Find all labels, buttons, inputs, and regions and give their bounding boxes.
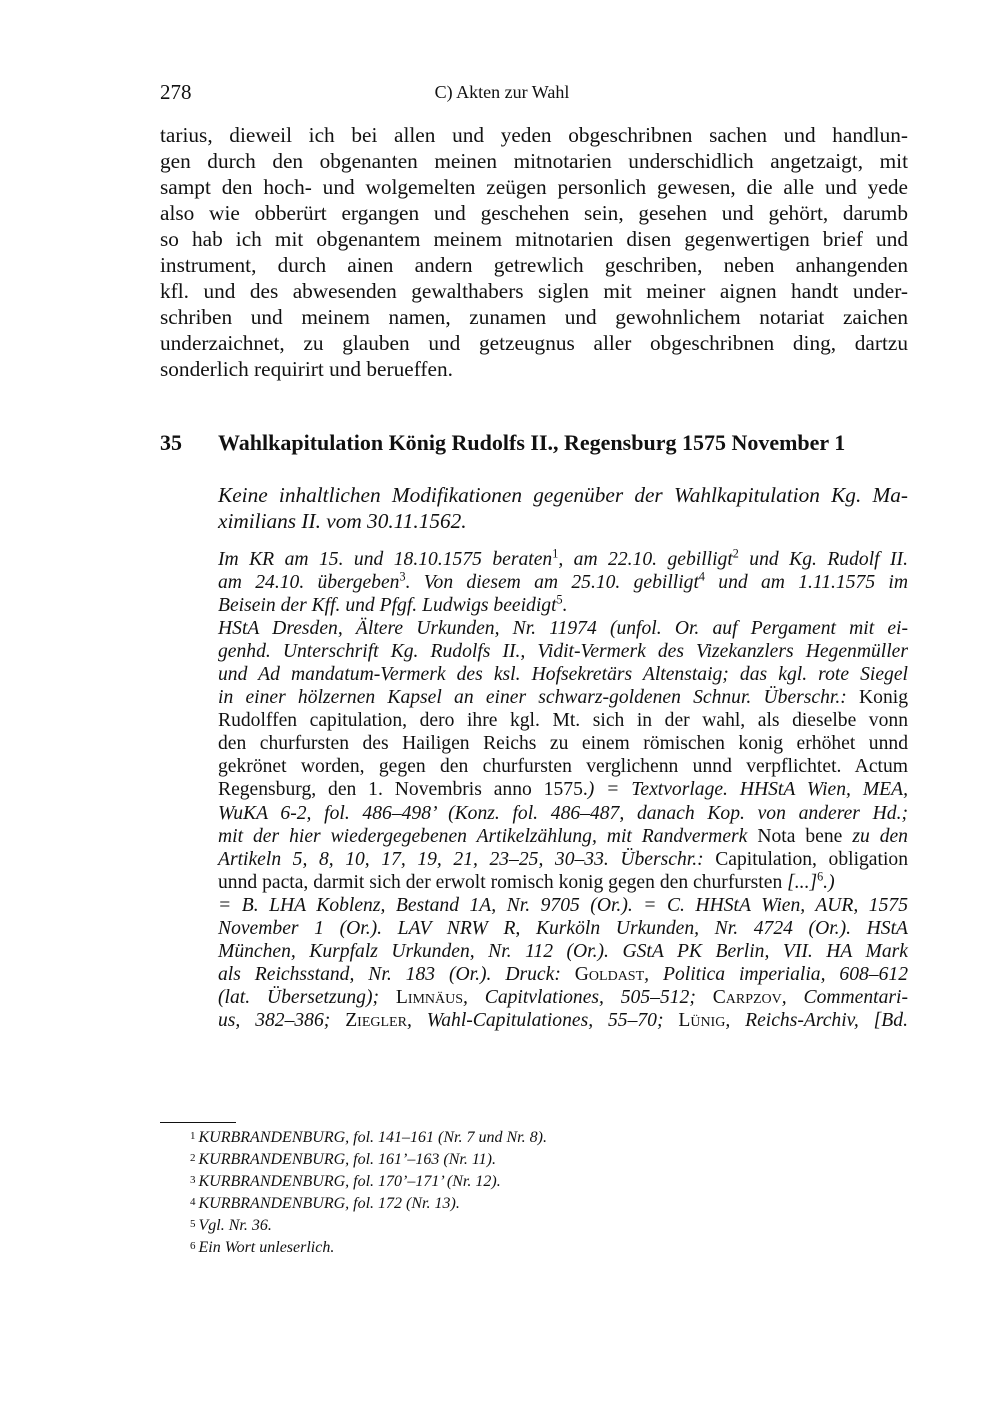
text-segment: und Ad mandatum-Vermerk des ksl. Hofsekretärs Altenstaig; das kgl. rote Siegel <box>218 664 908 686</box>
footnote-ref: 1 <box>552 546 559 561</box>
text-segment: sampt den hoch- und wolgemelten zeügen personlich gewesen, die alle und yede <box>160 175 908 199</box>
text-segment: Beisein der Kff. und Pfgf. Ludwigs beeidigt <box>218 595 557 617</box>
footnote-ref: 4 <box>698 569 705 584</box>
footnote <box>190 1126 547 1148</box>
text-segment: = B. LHA Koblenz, Bestand 1A, Nr. 9705 (Or.). = C. HHStA Wien, AUR, 1575 <box>218 894 908 916</box>
text-line <box>218 1009 908 1032</box>
text-segment: schriben und meinem namen, zunamen und gewohnlichem notariat zaichen <box>160 305 908 329</box>
text-segment: HStA Dresden, Ältere Urkunden, Nr. 11974 (unfol. Or. auf Pergament mit ei- <box>218 618 908 640</box>
footnote-ref: 2 <box>732 546 739 561</box>
document-title: Wahlkapitulation König Rudolfs II., Regensburg 1575 November 1 <box>218 430 846 455</box>
text-line <box>218 686 908 709</box>
text-segment: [...] <box>787 871 818 893</box>
text-segment: Keine inhaltlichen Modifikationen gegenüber der Wahlkapitulation Kg. Ma- <box>218 483 908 507</box>
footnote-text: KURBRANDENBURG, fol. 161’–163 (Nr. 11). <box>198 1151 496 1168</box>
text-segment: Ziegler <box>330 1009 407 1031</box>
footnotes <box>190 1126 547 1258</box>
text-line <box>218 963 908 986</box>
text-segment: Lünig <box>663 1009 726 1031</box>
text-segment: Capitulation, obligation <box>703 848 908 870</box>
text-segment: (lat. Übersetzung); <box>218 986 380 1008</box>
text-segment: mit der hier wiedergegebenen Artikelzählung, mit Randvermerk <box>218 825 748 847</box>
footnote <box>190 1236 547 1258</box>
text-line <box>218 663 908 686</box>
text-line <box>218 508 908 534</box>
text-segment: , am 22.10. gebilligt <box>558 549 733 570</box>
footnote-text: Vgl. Nr. 36. <box>198 1217 272 1234</box>
text-line <box>218 617 908 640</box>
text-line <box>218 825 908 848</box>
text-segment: Goldast <box>560 963 645 985</box>
text-segment: November 1 (Or.). LAV NRW R, Kurköln Urkunden, Nr. 4724 (Or.). HStA <box>218 917 908 939</box>
page-number: 278 <box>160 80 192 104</box>
text-segment: , Commentari- <box>781 986 908 1008</box>
text-segment: ) = Textvorlage. HHStA Wien, MEA, <box>587 779 908 801</box>
running-head: C) Akten zur Wahl <box>434 82 570 102</box>
footnote-ref: 6 <box>817 869 824 884</box>
text-segment: Regensburg, den 1. Novembris anno 1575. <box>218 779 588 801</box>
footnote-text: KURBRANDENBURG, fol. 170’–171’ (Nr. 12). <box>198 1173 501 1190</box>
text-segment: kfl. und des abwesenden gewalthabers siglen mit meiner aignen handt under- <box>160 279 908 303</box>
footnote-number: 6 <box>190 1240 196 1252</box>
text-segment: also wie obberürt ergangen und geschehen sein, gesehen und gehört, darumb <box>160 201 908 225</box>
text-segment: als Reichsstand, Nr. 183 (Or.). Druck: <box>218 963 561 985</box>
text-line <box>218 848 908 871</box>
text-segment: den churfursten des Hailigen Reichs zu einem römischen konig erhöhet unnd <box>218 733 908 755</box>
text-line <box>218 709 908 732</box>
text-segment: Konig <box>846 687 908 709</box>
text-segment: sonderlich requirirt und berueffen. <box>160 357 453 381</box>
footnote-number: 5 <box>190 1218 196 1230</box>
footnote-number: 2 <box>190 1152 196 1164</box>
text-segment: am 24.10. übergeben <box>218 572 400 594</box>
text-segment: Artikeln 5, 8, 10, 17, 19, 21, 23–25, 30–33. Überschr.: <box>218 848 704 870</box>
text-line <box>160 148 908 174</box>
text-segment: . Von diesem am 25.10. gebilligt <box>405 572 699 594</box>
text-line <box>160 356 908 382</box>
text-line <box>218 917 908 940</box>
footnote-ref: 3 <box>399 569 406 584</box>
footnote <box>190 1192 547 1214</box>
text-line <box>218 640 908 663</box>
text-segment: genhd. Unterschrift Kg. Rudolfs II., Vidit-Vermerk des Vizekanzlers Hegenmüller <box>218 641 908 663</box>
text-line <box>218 802 908 825</box>
text-line <box>218 571 908 594</box>
text-segment: Rudolffen capitulation, dero ihre kgl. Mt. sich in der wahl, als dieselbe vonn <box>218 710 908 732</box>
text-segment: us, 382–386; <box>218 1009 331 1031</box>
text-segment: Nota bene <box>747 825 853 847</box>
text-segment: underzaichnet, zu glauben und getzeugnus aller obgeschribnen ding, dartzu <box>160 331 908 355</box>
closing-paragraph <box>160 122 908 382</box>
text-line <box>218 940 908 963</box>
text-segment: , Politica imperialia, 608–612 <box>644 963 908 985</box>
text-line <box>160 252 908 278</box>
footnote-text: KURBRANDENBURG, fol. 172 (Nr. 13). <box>198 1195 460 1212</box>
document-number: 35 <box>160 430 182 455</box>
footnote-text: Ein Wort unleserlich. <box>198 1239 335 1256</box>
footnote-number: 3 <box>190 1174 196 1186</box>
text-segment: WuKA 6-2, fol. 486–498’ (Konz. fol. 486–487, danach Kop. von anderer Hd.; <box>218 802 908 824</box>
text-segment: gekrönet worden, gegen den churfursten verglichenn unnd verpflichtet. Actum <box>218 756 908 778</box>
text-segment: zu den <box>852 825 908 847</box>
source-apparatus <box>218 548 908 1032</box>
text-segment: unnd pacta, darmit sich der erwolt romisch konig gegen den churfursten <box>218 871 788 893</box>
document-summary <box>218 482 908 534</box>
text-segment: ximilians II. vom 30.11.1562. <box>218 509 467 533</box>
text-line <box>160 200 908 226</box>
text-segment: tarius, dieweil ich bei allen und yeden obgeschribnen sachen und handlun- <box>160 123 908 147</box>
text-segment: , Wahl-Capitulationes, 55–70; <box>406 1009 664 1031</box>
text-segment: .) <box>823 871 835 893</box>
footnote <box>190 1170 547 1192</box>
text-line <box>218 871 908 894</box>
text-line <box>160 278 908 304</box>
footnote-text: KURBRANDENBURG, fol. 141–161 (Nr. 7 und Nr. 8). <box>198 1129 547 1146</box>
text-line <box>160 174 908 200</box>
text-segment: und Kg. Rudolf II. <box>738 549 908 570</box>
footnote-number: 1 <box>190 1130 196 1142</box>
text-line <box>218 482 908 508</box>
text-segment: Carpzov <box>695 986 782 1008</box>
text-segment: so hab ich mit obgenantem meinem mitnotarien disen gegenwertigen brief und <box>160 227 908 251</box>
text-line <box>160 330 908 356</box>
text-segment: Im KR am 15. und 18.10.1575 beraten <box>218 549 553 570</box>
footnote-divider <box>160 1122 236 1123</box>
text-line <box>160 304 908 330</box>
text-line <box>218 548 908 571</box>
text-line <box>160 226 908 252</box>
footnote <box>190 1148 547 1170</box>
footnote-number: 4 <box>190 1196 196 1208</box>
text-segment: , Capitvlationes, 505–512; <box>463 986 696 1008</box>
text-segment: , Reichs-Archiv, [Bd. <box>725 1009 908 1031</box>
text-line <box>218 732 908 755</box>
text-line <box>218 778 908 801</box>
text-line <box>218 755 908 778</box>
text-segment: in einer hölzernen Kapsel an einer schwarz-goldenen Schnur. Überschr.: <box>218 687 847 709</box>
text-segment: und am 1.11.1575 im <box>705 572 908 594</box>
text-segment: Limnäus <box>379 986 464 1008</box>
text-line <box>218 894 908 917</box>
text-segment: gen durch den obgenanten meinen mitnotarien underschidlich angetzaigt, mit <box>160 149 908 173</box>
text-segment: instrument, durch ainen andern getrewlich geschriben, neben anhangenden <box>160 253 908 277</box>
text-segment: . <box>562 595 568 617</box>
footnote-ref: 5 <box>556 592 563 607</box>
text-line <box>160 122 908 148</box>
text-line <box>218 594 908 617</box>
footnote <box>190 1214 547 1236</box>
text-segment: München, Kurpfalz Urkunden, Nr. 112 (Or.). GStA PK Berlin, VII. HA Mark <box>218 940 908 962</box>
text-line <box>218 986 908 1009</box>
